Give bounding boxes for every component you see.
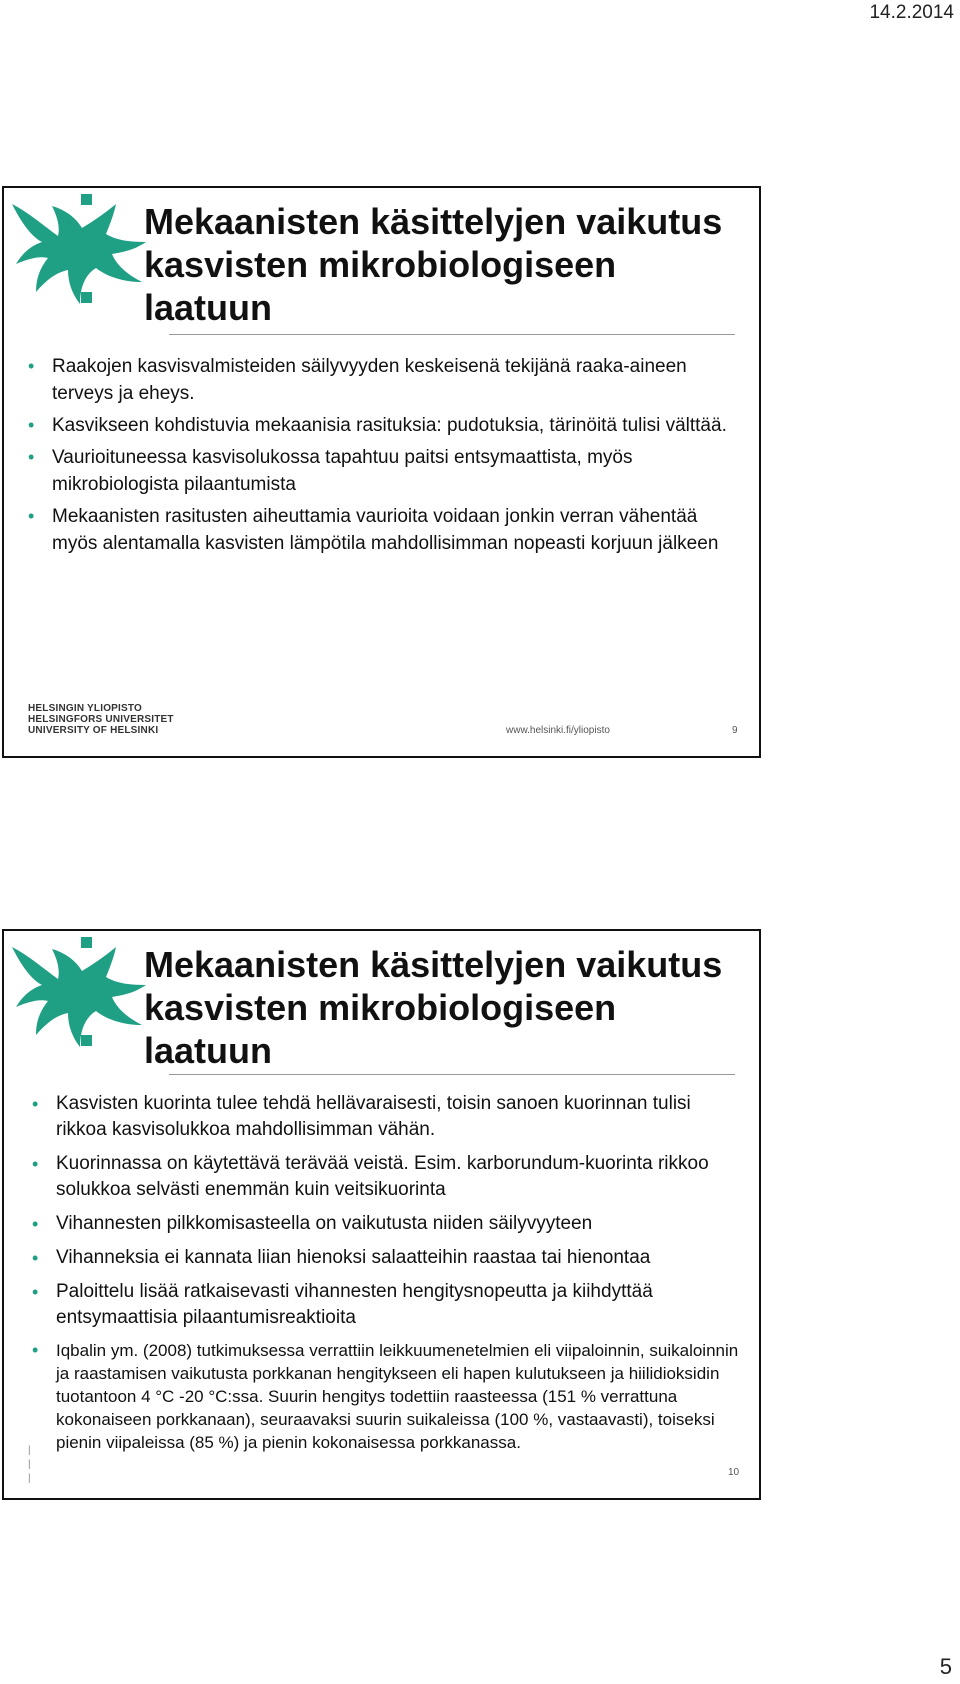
- bullet-dot-icon: •: [28, 415, 35, 435]
- list-item: • Vihanneksia ei kannata liian hienoksi salaatteihin raastaa tai hienontaa: [32, 1245, 742, 1271]
- slide-title-line1: Mekaanisten käsittelyjen vaikutus: [144, 944, 723, 985]
- list-item: • Mekaanisten rasitusten aiheuttamia vaurioita voidaan jonkin verran vähentää myös alentamalla kasvisten lämpötila mahdollisimman nopeasti korjuun jälkeen: [28, 503, 728, 557]
- footer-url: www.helsinki.fi/yliopisto: [506, 725, 610, 736]
- bullet-dot-icon: •: [28, 506, 35, 526]
- list-item: • Kasvikseen kohdistuvia mekaanisia rasituksia: pudotuksia, tärinöitä tulisi välttää.: [28, 412, 728, 439]
- list-item: • Kasvisten kuorinta tulee tehdä hellävaraisesti, toisin sanoen kuorinnan tulisi rikkoa kasvisolukkoa mahdollisimman vähän.: [32, 1093, 691, 1140]
- slide-number: 9: [732, 725, 738, 736]
- title-divider: [169, 334, 735, 335]
- list-item: • Iqbalin ym. (2008) tutkimuksessa verrattiin leikkuumenetelmien eli viipaloinnin, suikaloinnin ja raastamisen vaikutusta porkkanan hengitykseen eli hapen kulutukseen ja hiilidioksidin tuotantoon 4 °C -20 °C:ssa. Suurin hengitys todettiin raasteessa (151 % verrattuna kokonaiseen porkkanaan), seuraavaksi suurin suikaleissa (100 %, vastaavasti), toiseksi pienin viipaleissa (85 %) ja pienin kokonaisessa porkkanassa.: [32, 1340, 739, 1452]
- bullet-dot-icon: •: [32, 1248, 39, 1268]
- list-item: • Paloittelu lisää ratkaisevasti vihannesten hengitysnopeutta ja kiihdyttää entsymaattisia pilaantumisreaktioita: [32, 1281, 653, 1328]
- side-marks: | | |: [28, 1445, 31, 1484]
- slide-title-line2: kasvisten mikrobiologiseen laatuun: [144, 987, 617, 1071]
- list-item: • Vaurioituneessa kasvisolukossa tapahtuu paitsi entsymaattista, myös mikrobiologista pilaantumista: [28, 444, 728, 498]
- bullet-dot-icon: •: [32, 1340, 39, 1360]
- flame-cross-logo-icon: [6, 194, 166, 334]
- bullet-dot-icon: •: [32, 1214, 39, 1234]
- slide-9: [2, 186, 761, 758]
- list-item: • Kuorinnassa on käytettävä terävää veistä. Esim. karborundum-kuorinta rikkoo solukkoa selvästi enemmän kuin veitsikuorinta: [32, 1153, 709, 1200]
- bullet-dot-icon: •: [28, 447, 35, 467]
- flame-cross-logo-icon: [6, 937, 166, 1077]
- slide-number: 10: [728, 1467, 740, 1478]
- bullet-list: [28, 353, 728, 562]
- slide-10: [2, 929, 761, 1500]
- title-divider: [169, 1074, 735, 1075]
- bullet-list: [32, 1091, 742, 1462]
- university-wordmark: HELSINGIN YLIOPISTO HELSINGFORS UNIVERSITET UNIVERSITY OF HELSINKI: [28, 703, 174, 736]
- bullet-dot-icon: •: [32, 1282, 39, 1302]
- slide-title-line1: Mekaanisten käsittelyjen vaikutus: [144, 201, 723, 242]
- bullet-dot-icon: •: [32, 1094, 39, 1114]
- page-number: 5: [939, 1654, 952, 1679]
- list-item: • Vihannesten pilkkomisasteella on vaikutusta niiden säilyvyyteen: [32, 1211, 742, 1237]
- slide-title-line2: kasvisten mikrobiologiseen laatuun: [144, 244, 617, 328]
- slide-title: [144, 943, 744, 1072]
- list-item: • Raakojen kasvisvalmisteiden säilyvyyden keskeisenä tekijänä raaka-aineen terveys ja eheys.: [28, 353, 728, 407]
- slide-title: [144, 200, 744, 329]
- bullet-dot-icon: •: [32, 1154, 39, 1174]
- bullet-dot-icon: •: [28, 356, 35, 376]
- page-date: 14.2.2014: [869, 2, 954, 23]
